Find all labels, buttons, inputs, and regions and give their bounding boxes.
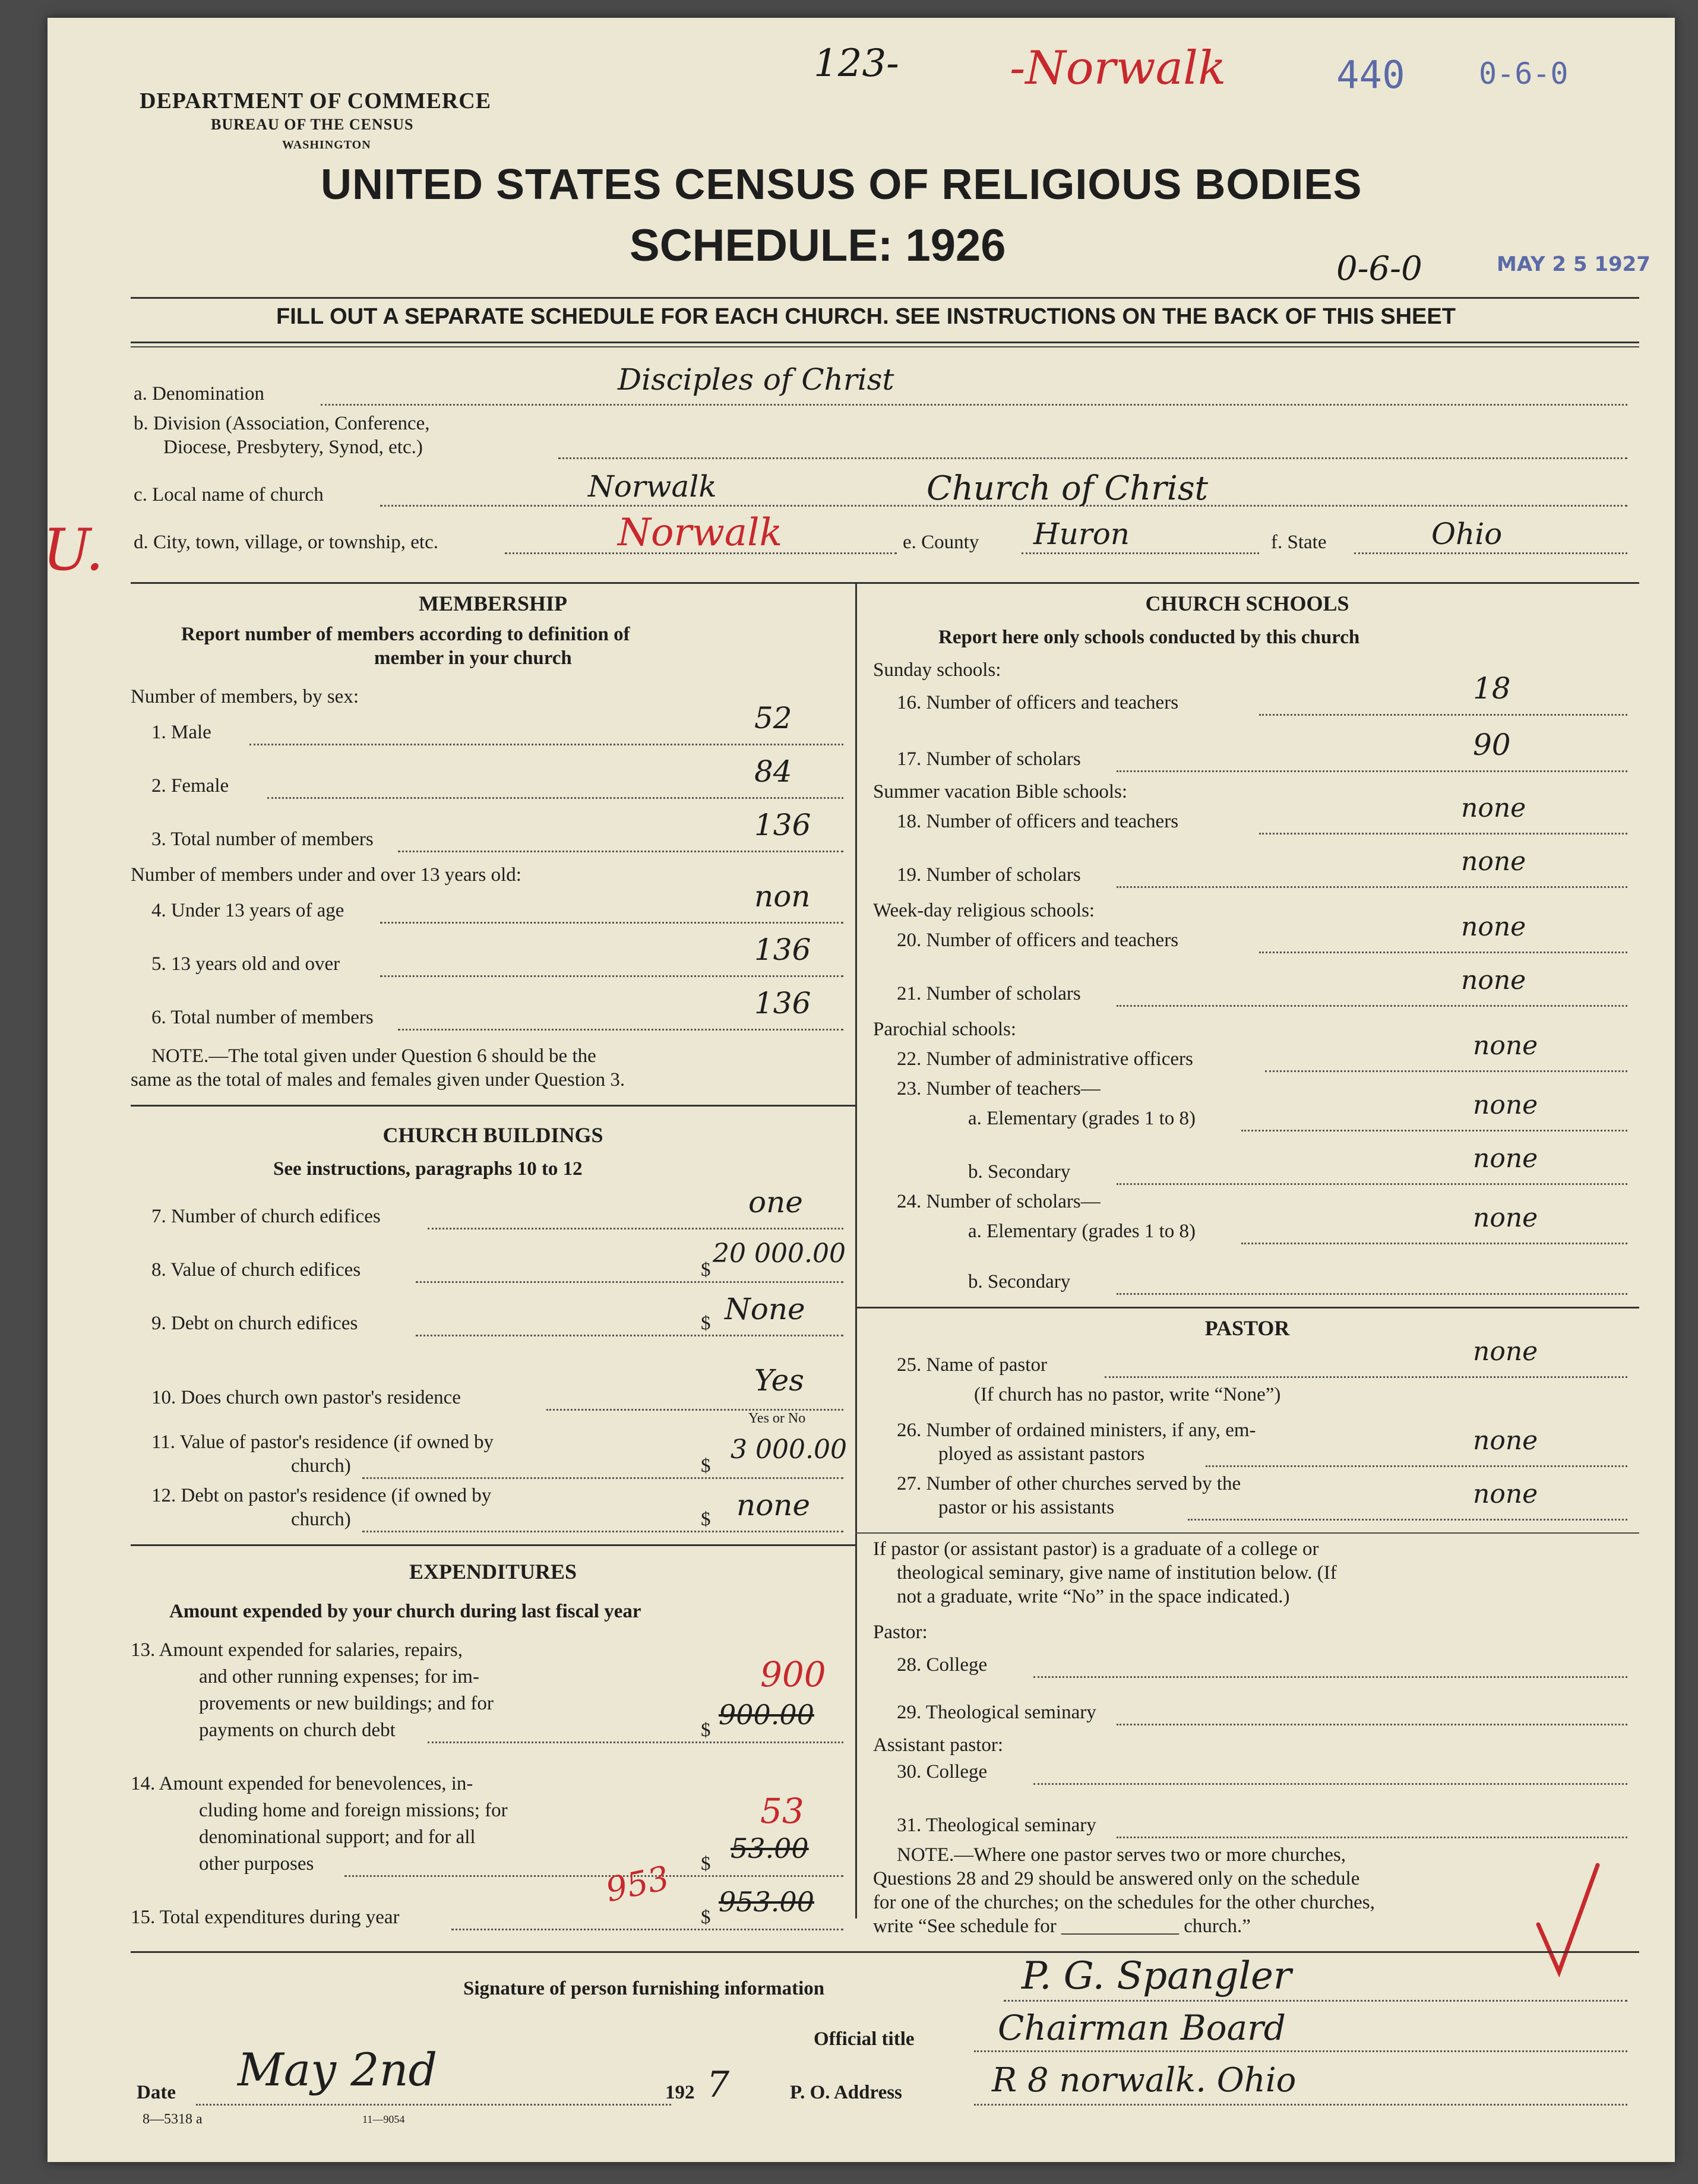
year-field[interactable]: 7 (707, 2064, 730, 2106)
q27-label-2: pastor or his assistants (938, 1497, 1115, 1518)
q9-dollar: $ (701, 1313, 711, 1334)
expenditures-subtitle: Amount expended by your church during last fiscal year (169, 1601, 641, 1622)
q13-label-4: payments on church debt (199, 1720, 396, 1741)
q25-label: 25. Name of pastor (897, 1354, 1047, 1376)
q15-label: 15. Total expenditures during year (131, 1907, 400, 1928)
q31-label: 31. Theological seminary (897, 1815, 1096, 1836)
q14-label-4: other purposes (199, 1853, 314, 1875)
q21-label: 21. Number of scholars (897, 983, 1081, 1004)
pastor-note-4: write “See schedule for ____________ church.” (873, 1916, 1251, 1937)
pastor-title: PASTOR (1204, 1316, 1290, 1340)
q25-note: (If church has no pastor, write “None”) (974, 1384, 1281, 1405)
q18-field[interactable]: none (1461, 793, 1526, 823)
city-label: d. City, town, village, or township, etc. (134, 532, 438, 553)
q3-field[interactable]: 136 (754, 808, 811, 842)
signature-label: Signature of person furnishing information (463, 1978, 825, 1999)
q24b-label: b. Secondary (968, 1271, 1071, 1292)
q13-label-2: and other running expenses; for im- (199, 1666, 479, 1687)
q31-field[interactable] (1117, 1837, 1627, 1838)
q15-red-correction: 953 (602, 1859, 673, 1910)
membership-note: NOTE.—The total given under Question 6 should be the (151, 1045, 596, 1067)
q27-label: 27. Number of other churches served by the (897, 1473, 1241, 1494)
graduate-instruction-2: theological seminary, give name of institution below. (If (897, 1562, 1337, 1584)
q15-dollar: $ (701, 1907, 711, 1928)
q30-field[interactable] (1033, 1783, 1627, 1785)
q27-field[interactable]: none (1473, 1479, 1538, 1509)
q22-field[interactable]: none (1473, 1031, 1538, 1061)
state-label: f. State (1271, 532, 1327, 553)
graduate-instruction-3: not a graduate, write “No” in the space indicated.) (897, 1586, 1290, 1607)
form-title: UNITED STATES CENSUS OF RELIGIOUS BODIES (321, 161, 1362, 208)
q10-label: 10. Does church own pastor's residence (151, 1387, 461, 1408)
assistant-pastor-label: Assistant pastor: (873, 1734, 1004, 1756)
q14-label: 14. Amount expended for benevolences, in- (131, 1773, 473, 1794)
signature-field[interactable]: P. G. Spangler (1022, 1954, 1292, 1998)
margin-mark: U. (43, 517, 104, 583)
q26-field[interactable]: none (1473, 1426, 1538, 1456)
parochial-label: Parochial schools: (873, 1019, 1017, 1040)
q14-dollar: $ (701, 1853, 711, 1875)
q5-field[interactable]: 136 (754, 933, 811, 967)
code-handwritten: 0-6-0 (1336, 249, 1422, 288)
q23a-field[interactable]: none (1473, 1090, 1538, 1120)
q19-label: 19. Number of scholars (897, 864, 1081, 886)
bureau-city: WASHINGTON (282, 138, 371, 151)
q1-field[interactable]: 52 (754, 701, 792, 735)
q15-field[interactable]: 953.00 (719, 1886, 814, 1918)
department-name: DEPARTMENT OF COMMERCE (140, 89, 492, 113)
form-number: 8—5318 a (143, 2112, 203, 2127)
official-title-field[interactable]: Chairman Board (998, 2008, 1286, 2048)
q12-field[interactable]: none (736, 1488, 811, 1522)
bureau-name: BUREAU OF THE CENSUS (211, 116, 414, 133)
q13-label-3: provements or new buildings; and for (199, 1693, 494, 1714)
schedule-year: SCHEDULE: 1926 (630, 220, 1006, 271)
q19-field[interactable]: none (1461, 846, 1526, 877)
q11-label-2: church) (291, 1455, 351, 1477)
denomination-field[interactable]: Disciples of Christ (618, 362, 894, 397)
city-field[interactable]: Norwalk (618, 511, 783, 555)
q11-label: 11. Value of pastor's residence (if owned by (151, 1431, 494, 1453)
q30-label: 30. College (897, 1761, 988, 1782)
census-schedule-page (43, 18, 1675, 2162)
q23b-field[interactable]: none (1473, 1143, 1538, 1174)
code-stamp-right: 0-6-0 (1479, 56, 1569, 91)
q2-field[interactable]: 84 (754, 754, 792, 789)
membership-subtitle-2: member in your church (374, 647, 572, 669)
q28-label: 28. College (897, 1654, 988, 1676)
address-label: P. O. Address (790, 2082, 902, 2103)
q10-field[interactable]: Yes (754, 1363, 804, 1398)
q17-field[interactable]: 90 (1473, 728, 1511, 762)
q2-label: 2. Female (151, 775, 229, 797)
age-label: Number of members under and over 13 years old: (131, 864, 521, 886)
q22-label: 22. Number of administrative officers (897, 1048, 1193, 1070)
membership-title: MEMBERSHIP (418, 592, 567, 615)
q12-label: 12. Debt on pastor's residence (if owned by (151, 1485, 492, 1506)
q23-label: 23. Number of teachers— (897, 1078, 1101, 1099)
buildings-subtitle: See instructions, paragraphs 10 to 12 (273, 1158, 583, 1180)
membership-subtitle: Report number of members according to definition of (181, 624, 630, 645)
q20-field[interactable]: none (1461, 912, 1526, 942)
division-field[interactable] (558, 457, 1627, 459)
q26-label: 26. Number of ordained ministers, if any, em- (897, 1420, 1256, 1441)
file-number: 123- (814, 42, 899, 86)
division-label-2: Diocese, Presbytery, Synod, etc.) (163, 437, 423, 458)
q6-label: 6. Total number of members (151, 1007, 374, 1028)
q13-dollar: $ (701, 1720, 711, 1741)
q13-red-correction: 900 (760, 1654, 826, 1695)
code-stamp: 440 (1336, 53, 1405, 97)
membership-note-2: same as the total of males and females given under Question 3. (131, 1069, 625, 1091)
official-title-label: Official title (814, 2028, 915, 2050)
q25-field[interactable]: none (1473, 1336, 1538, 1367)
q14-label-2: cluding home and foreign missions; for (199, 1800, 508, 1821)
q20-label: 20. Number of officers and teachers (897, 930, 1179, 951)
sunday-label: Sunday schools: (873, 659, 1001, 681)
schools-subtitle: Report here only schools conducted by this church (938, 627, 1360, 648)
expenditures-title: EXPENDITURES (409, 1560, 577, 1584)
q4-label: 4. Under 13 years of age (151, 900, 344, 921)
q12-dollar: $ (701, 1509, 711, 1530)
state-field[interactable]: Ohio (1431, 517, 1503, 551)
schools-title: CHURCH SCHOOLS (1145, 592, 1349, 615)
q8-field[interactable]: 20 000.00 (713, 1238, 846, 1269)
county-field[interactable]: Huron (1033, 517, 1130, 551)
city-annotation: -Norwalk (1010, 42, 1226, 95)
pastor-sub-label: Pastor: (873, 1622, 928, 1643)
q14-red-correction: 53 (760, 1791, 804, 1831)
q13-label: 13. Amount expended for salaries, repairs, (131, 1639, 463, 1661)
q24a-field[interactable]: none (1473, 1203, 1538, 1233)
denomination-label: a. Denomination (134, 383, 264, 404)
instruction-banner: FILL OUT A SEPARATE SCHEDULE FOR EACH CHURCH. SEE INSTRUCTIONS ON THE BACK OF THIS SHEET (276, 304, 1456, 329)
division-label: b. Division (Association, Conference, (134, 413, 430, 434)
q24-label: 24. Number of scholars— (897, 1191, 1101, 1212)
q8-dollar: $ (701, 1259, 711, 1281)
q6-field[interactable]: 136 (754, 986, 811, 1020)
q9-label: 9. Debt on church edifices (151, 1313, 358, 1334)
yes-no-hint: Yes or No (748, 1411, 806, 1426)
date-field[interactable]: May 2nd (238, 2043, 438, 2096)
weekday-label: Week-day religious schools: (873, 900, 1095, 921)
summer-label: Summer vacation Bible schools: (873, 781, 1128, 802)
q11-field[interactable]: 3 000.00 (731, 1434, 847, 1465)
q14-label-3: denominational support; and for all (199, 1826, 476, 1848)
local-name-field-2[interactable]: Church of Christ (927, 469, 1209, 508)
check-mark-icon (1532, 1859, 1604, 1978)
q16-label: 16. Number of officers and teachers (897, 692, 1179, 713)
q23b-label: b. Secondary (968, 1161, 1071, 1183)
q23a-label: a. Elementary (grades 1 to 8) (968, 1108, 1196, 1129)
q9-field[interactable]: None (725, 1292, 805, 1326)
q29-label: 29. Theological seminary (897, 1702, 1096, 1723)
year-prefix: 192 (665, 2082, 695, 2103)
q28-field[interactable] (1033, 1676, 1627, 1678)
pastor-note-3: for one of the churches; on the schedules for the other churches, (873, 1892, 1375, 1913)
q29-field[interactable] (1117, 1724, 1627, 1725)
date-label: Date (137, 2082, 176, 2103)
pastor-note-2: Questions 28 and 29 should be answered only on the schedule (873, 1868, 1360, 1889)
q24b-field[interactable] (1117, 1293, 1627, 1295)
q7-label: 7. Number of church edifices (151, 1206, 381, 1227)
buildings-title: CHURCH BUILDINGS (382, 1123, 603, 1147)
q3-label: 3. Total number of members (151, 829, 374, 850)
address-field[interactable]: R 8 norwalk. Ohio (992, 2061, 1297, 2100)
graduate-instruction: If pastor (or assistant pastor) is a graduate of a college or (873, 1538, 1319, 1560)
county-label: e. County (903, 532, 979, 553)
by-sex-label: Number of members, by sex: (131, 686, 359, 707)
q12-label-2: church) (291, 1509, 351, 1530)
q13-field[interactable]: 900.00 (719, 1699, 814, 1731)
q18-label: 18. Number of officers and teachers (897, 811, 1179, 832)
q26-label-2: ployed as assistant pastors (938, 1443, 1145, 1465)
q1-label: 1. Male (151, 722, 211, 743)
q17-label: 17. Number of scholars (897, 748, 1081, 770)
q21-field[interactable]: none (1461, 965, 1526, 995)
q16-field[interactable]: 18 (1473, 671, 1511, 706)
pastor-note: NOTE.—Where one pastor serves two or more churches, (897, 1844, 1346, 1866)
received-date-stamp: MAY 2 5 1927 (1497, 252, 1650, 276)
q8-label: 8. Value of church edifices (151, 1259, 361, 1281)
q4-field[interactable]: non (754, 879, 811, 914)
q24a-label: a. Elementary (grades 1 to 8) (968, 1221, 1196, 1242)
print-number: 11—9054 (362, 2113, 405, 2125)
q14-field[interactable]: 53.00 (731, 1832, 809, 1864)
q5-label: 5. 13 years old and over (151, 953, 340, 975)
local-name-field[interactable]: Norwalk (588, 469, 717, 504)
q11-dollar: $ (701, 1455, 711, 1477)
local-name-label: c. Local name of church (134, 484, 324, 505)
q7-field[interactable]: one (748, 1185, 803, 1219)
